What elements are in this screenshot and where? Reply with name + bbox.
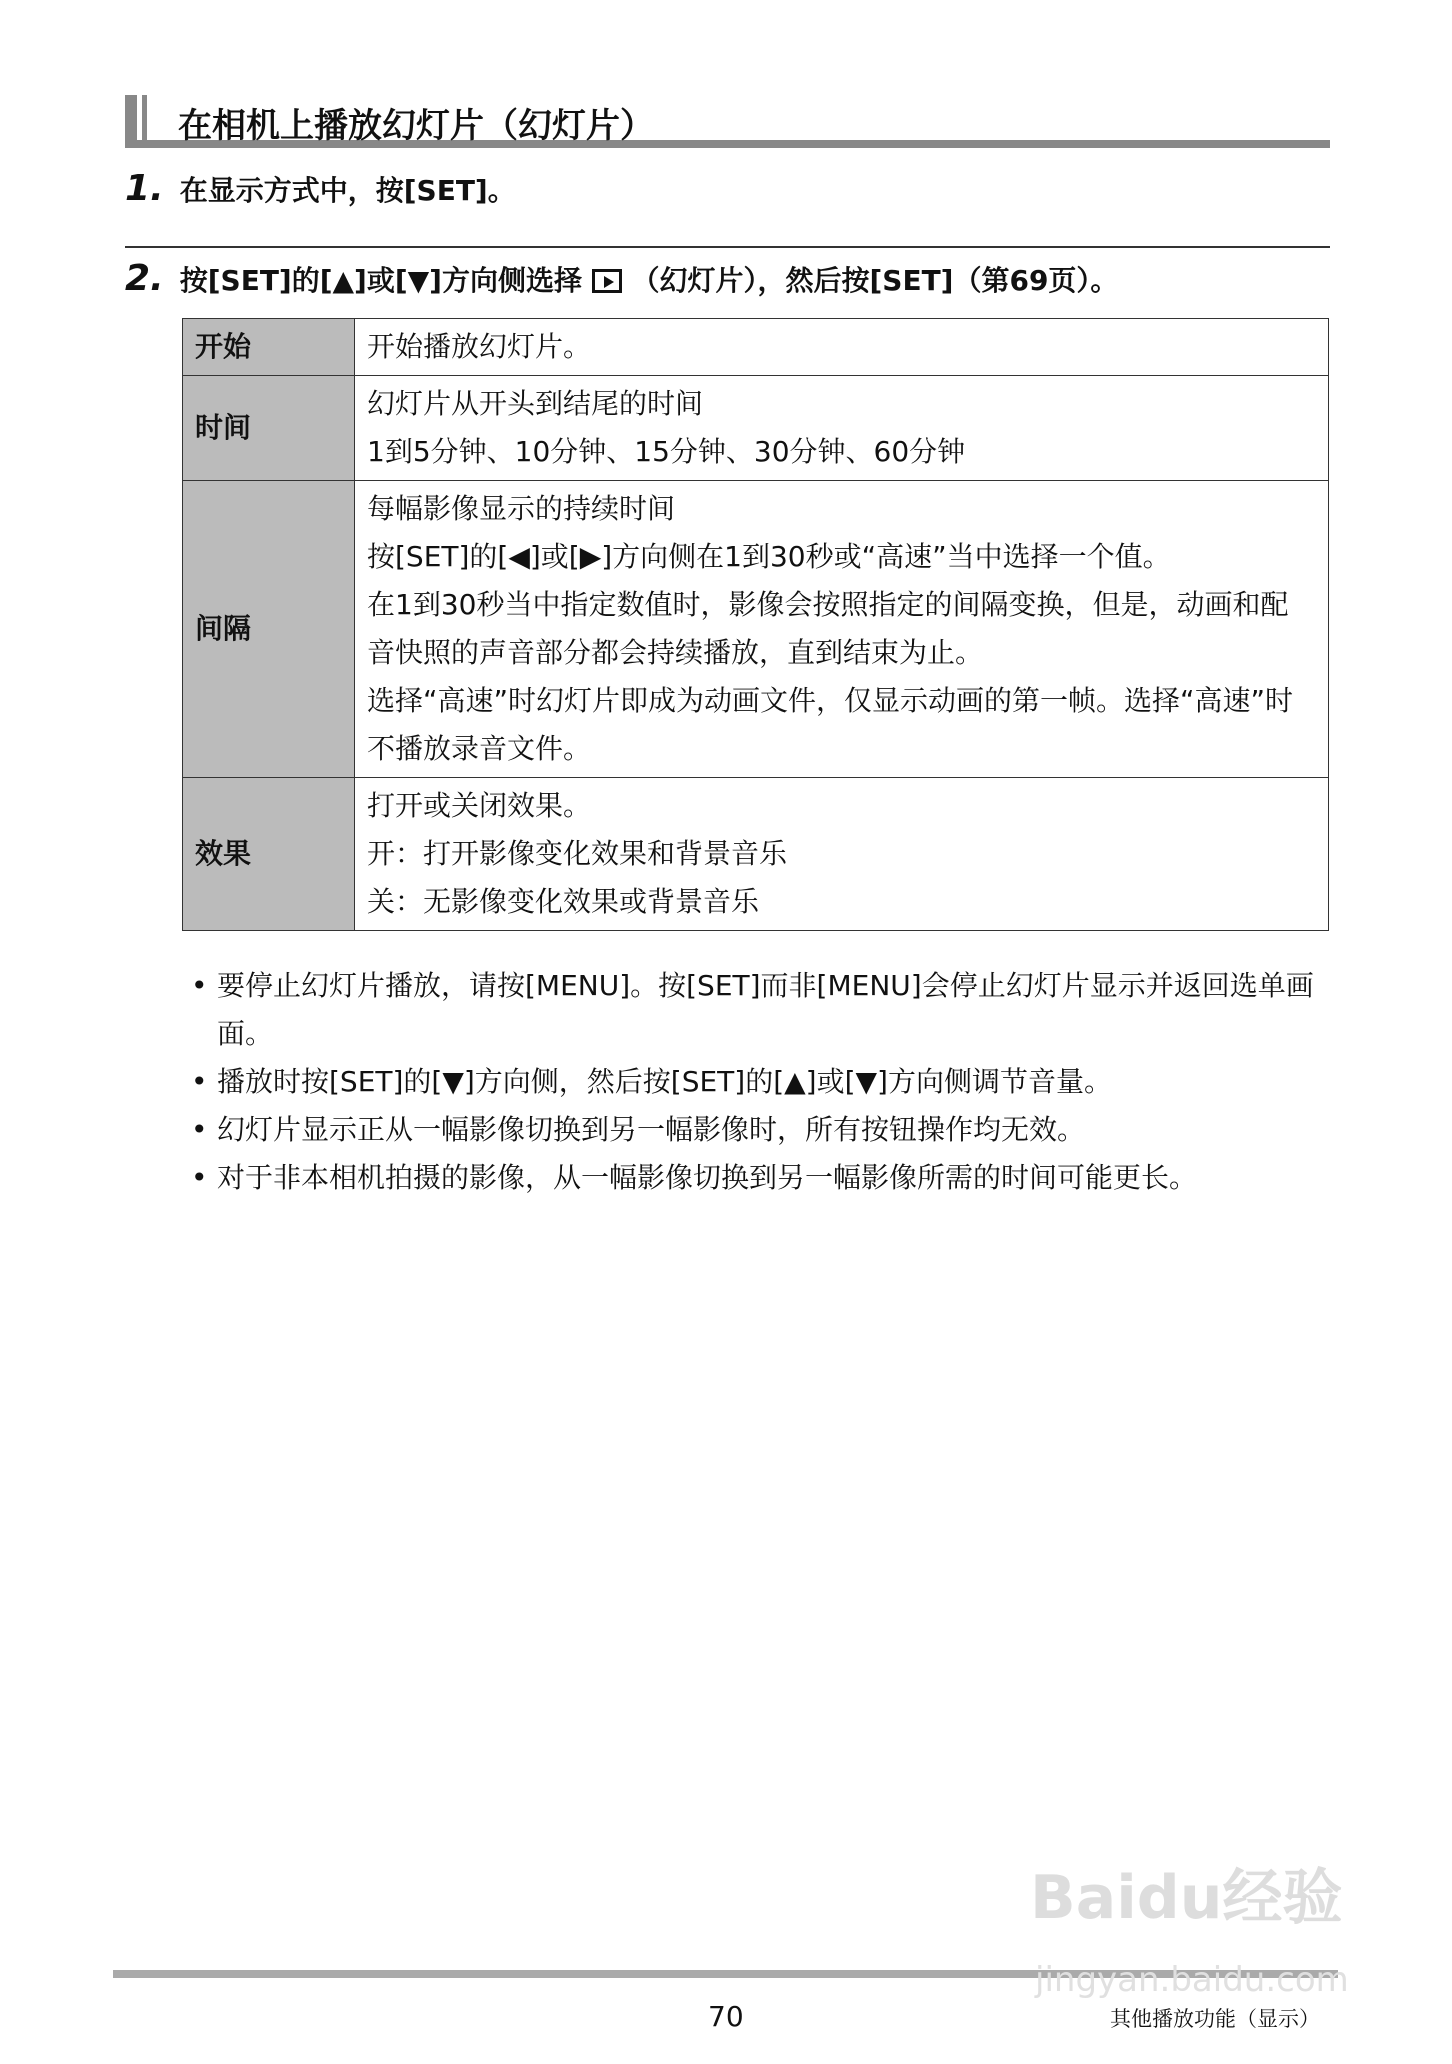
- step-text: （幻灯片），然后按[SET]（第69页）。: [631, 264, 1119, 297]
- row-label: 开始: [183, 319, 355, 376]
- table-row: [183, 319, 1329, 376]
- step-2: [125, 258, 1118, 299]
- watermark-logo: Baidu经验: [1030, 1863, 1343, 1933]
- table-row: [183, 481, 1329, 778]
- row-label: 间隔: [183, 481, 355, 778]
- note-item: • 对于非本相机拍摄的影像，从一幅影像切换到另一幅影像所需的时间可能更长。: [195, 1154, 1335, 1202]
- row-text: 开始播放幻灯片。: [367, 330, 592, 363]
- divider: [125, 246, 1330, 248]
- slideshow-icon: [592, 269, 622, 293]
- row-label: 效果: [183, 778, 355, 931]
- step-text: 在显示方式中，按[SET]。: [179, 174, 516, 207]
- note-item: • 播放时按[SET]的[▼]方向侧，然后按[SET]的[▲]或[▼]方向侧调节音量。: [195, 1058, 1335, 1106]
- row-text: 选择“高速”时幻灯片即成为动画文件，仅显示动画的第一帧。选择“高速”时不播放录音文件。: [367, 684, 1294, 765]
- row-label: 时间: [183, 376, 355, 481]
- watermark-url: jingyan.baidu.com: [1035, 1960, 1349, 2000]
- table-row: [183, 376, 1329, 481]
- table-row: [183, 778, 1329, 931]
- row-text: 幻灯片从开头到结尾的时间: [367, 387, 704, 420]
- row-text: 1到5分钟、10分钟、15分钟、30分钟、60分钟: [367, 435, 966, 468]
- row-text: 关：无影像变化效果或背景音乐: [367, 885, 760, 918]
- step-number: 2.: [125, 258, 164, 299]
- step-number: 1.: [125, 168, 164, 209]
- row-text: 开：打开影像变化效果和背景音乐: [367, 837, 788, 870]
- footer-section: 其他播放功能（显示）: [1110, 2007, 1320, 2031]
- settings-table: [182, 318, 1329, 931]
- step-text: 按[SET]的[▲]或[▼]方向侧选择: [179, 264, 582, 297]
- page-number: 70: [708, 2000, 744, 2033]
- row-text: 打开或关闭效果。: [367, 789, 592, 822]
- row-text: 按[SET]的[◀]或[▶]方向侧在1到30秒或“高速”当中选择一个值。: [367, 540, 1171, 573]
- row-text: 在1到30秒当中指定数值时，影像会按照指定的间隔变换，但是，动画和配音快照的声音部分都会持续播放，直到结束为止。: [367, 588, 1289, 669]
- section-title: 在相机上播放幻灯片（幻灯片）: [178, 106, 654, 146]
- row-text: 每幅影像显示的持续时间: [367, 492, 676, 525]
- notes-list: [195, 962, 1335, 1202]
- step-1: [125, 168, 516, 209]
- note-item: • 要停止幻灯片播放，请按[MENU]。按[SET]而非[MENU]会停止幻灯片显示并返回选单画面。: [195, 962, 1335, 1058]
- note-item: • 幻灯片显示正从一幅影像切换到另一幅影像时，所有按钮操作均无效。: [195, 1106, 1335, 1154]
